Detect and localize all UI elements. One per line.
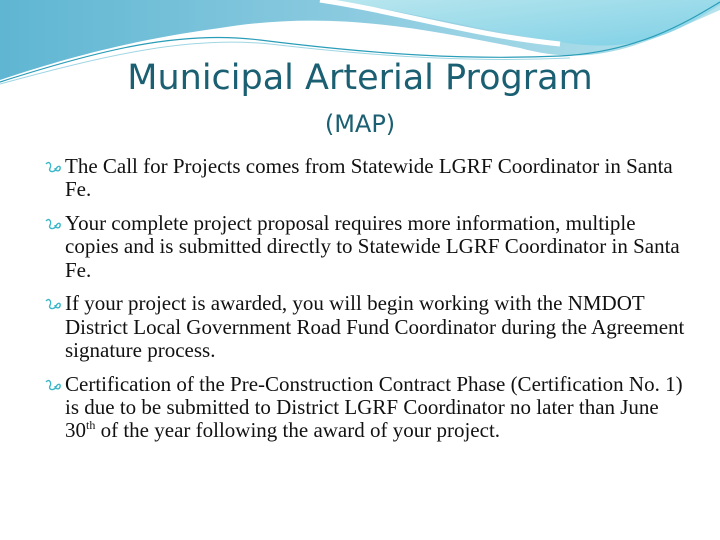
curl-bullet-icon xyxy=(44,298,62,310)
bullet-text: The Call for Projects comes from Statewide LGRF Coordinator in Santa Fe. xyxy=(65,154,673,202)
bullet-text: Certification of the Pre-Construction Contract Phase (Certification No. 1) is due to be submitted to District LGRF Coordinator no later than June 30 xyxy=(65,371,683,443)
bullet-list xyxy=(44,155,694,453)
slide-title: Municipal Arterial Program xyxy=(127,58,593,98)
bullet-text: If your project is awarded, you will begin working with the NMDOT District Local Government Road Fund Coordinator during the Agreement signature process. xyxy=(65,291,685,363)
slide-subtitle: (MAP) xyxy=(324,110,396,138)
bullet-item xyxy=(44,292,694,362)
bullet-item xyxy=(44,373,694,443)
ordinal-suffix: th xyxy=(86,418,96,433)
curl-bullet-icon xyxy=(44,218,62,230)
curl-bullet-icon xyxy=(44,161,62,173)
bullet-text: Your complete project proposal requires more information, multiple copies and is submitted directly to Statewide LGRF Coordinator in Santa Fe. xyxy=(65,211,680,282)
bullet-item xyxy=(44,155,694,202)
bullet-text-continued: of the year following the award of your project. xyxy=(95,418,501,443)
curl-bullet-icon xyxy=(44,379,62,391)
bullet-item xyxy=(44,212,694,282)
